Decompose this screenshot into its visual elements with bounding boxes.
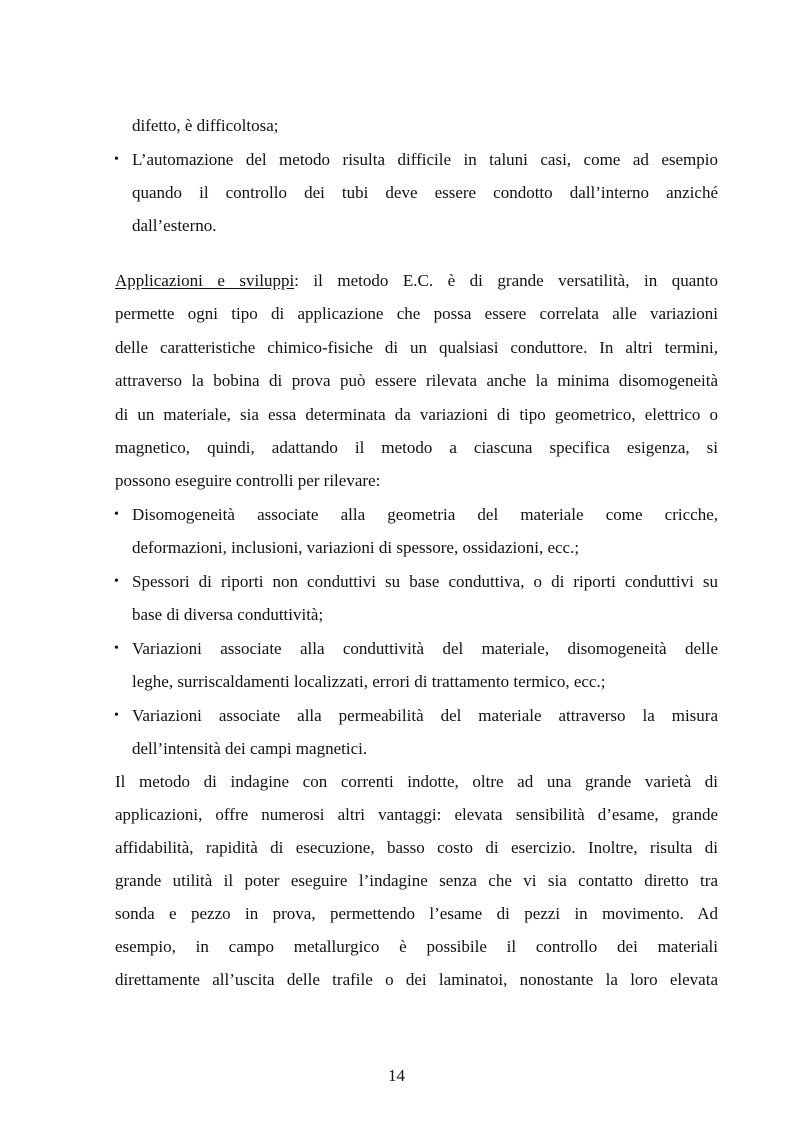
text-line: magnetico, quindi, adattando il metodo a ciascuna specifica esigenza, si xyxy=(115,438,718,457)
section-heading: Applicazioni e sviluppi xyxy=(115,271,295,290)
text-line: Il metodo di indagine con correnti indotte, oltre ad una grande varietà di xyxy=(115,772,718,791)
bullet-icon: • xyxy=(114,152,119,167)
text-line: base di diversa conduttività; xyxy=(132,605,324,624)
bullet-icon: • xyxy=(114,708,119,723)
text-line: direttamente all’uscita delle trafile o dei laminatoi, nonostante la loro elevata xyxy=(115,970,718,989)
text-line: applicazioni, offre numerosi altri vantaggi: elevata sensibilità d’esame, grande xyxy=(115,805,718,824)
section-heading-line xyxy=(115,271,718,291)
text-line: di un materiale, sia essa determinata da variazioni di tipo geometrico, elettrico o xyxy=(115,405,718,424)
text-line: affidabilità, rapidità di esecuzione, basso costo di esercizio. Inoltre, risulta di xyxy=(115,838,718,857)
text-line: Variazioni associate alla permeabilità del materiale attraverso la misura xyxy=(132,706,718,725)
bullet-icon: • xyxy=(114,574,119,589)
text-line: dell’intensità dei campi magnetici. xyxy=(132,739,368,758)
text-line: deformazioni, inclusioni, variazioni di spessore, ossidazioni, ecc.; xyxy=(132,538,580,557)
text-line: Disomogeneità associate alla geometria del materiale come cricche, xyxy=(132,505,718,524)
text-line: quando il controllo dei tubi deve essere condotto dall’interno anziché xyxy=(132,183,718,202)
text-line: difetto, è difficoltosa; xyxy=(132,116,279,135)
text-fragment: : il metodo E.C. è di grande versatilità, in quanto xyxy=(294,271,718,290)
page-number: 14 xyxy=(388,1066,405,1085)
bullet-icon: • xyxy=(114,641,119,656)
bullet-icon: • xyxy=(114,507,119,522)
text-line: L’automazione del metodo risulta difficile in taluni casi, come ad esempio xyxy=(132,150,718,169)
text-line: possono eseguire controlli per rilevare: xyxy=(115,471,381,490)
text-line: esempio, in campo metallurgico è possibile il controllo dei materiali xyxy=(115,937,718,956)
text-line: permette ogni tipo di applicazione che possa essere correlata alle variazioni xyxy=(115,304,718,323)
text-line: sonda e pezzo in prova, permettendo l’esame di pezzi in movimento. Ad xyxy=(115,904,718,923)
text-line: Spessori di riporti non conduttivi su base conduttiva, o di riporti conduttivi su xyxy=(132,572,718,591)
text-line: leghe, surriscaldamenti localizzati, errori di trattamento termico, ecc.; xyxy=(132,672,606,691)
text-line: delle caratteristiche chimico-fisiche di un qualsiasi conduttore. In altri termini, xyxy=(115,338,718,357)
text-line: grande utilità il poter eseguire l’indagine senza che vi sia contatto diretto tra xyxy=(115,871,718,890)
text-line: Variazioni associate alla conduttività del materiale, disomogeneità delle xyxy=(132,639,718,658)
text-line: dall’esterno. xyxy=(132,216,217,235)
text-line: attraverso la bobina di prova può essere rilevata anche la minima disomogeneità xyxy=(115,371,718,390)
